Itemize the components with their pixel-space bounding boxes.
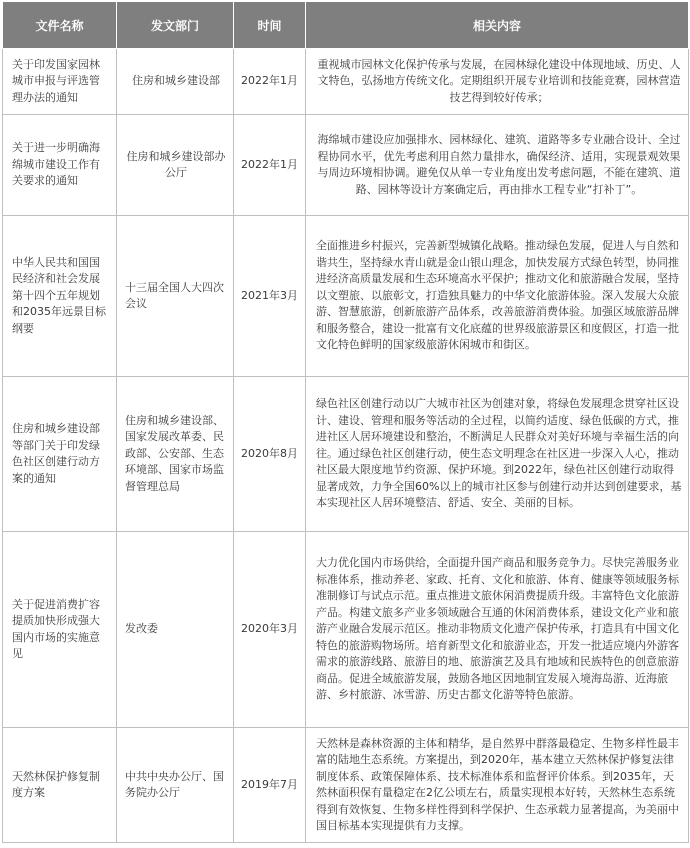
file-name-cell: 关于进一步明确海绵城市建设工作有关要求的通知 (3, 115, 117, 216)
time-cell: 2022年1月 (234, 49, 306, 115)
header-department: 发文部门 (117, 2, 234, 49)
time-cell: 2020年8月 (234, 377, 306, 532)
content-cell: 大力优化国内市场供给，全面提升国产商品和服务竞争力。尽快完善服务业标准体系，推动养老、家政、托育、文化和旅游、体育、健康等领域服务标准制修订与试点示范。重点推进文旅休闲消费提质升级。丰富特色文化旅游产品。构建文旅多产业多领域融合互通的休闲消费体系，建设文化产业和旅游产业融合发展示范区。推动非物质文化遗产保护传承，打造具有中国文化特色的旅游购物场所。培育新型文化和旅游业态，开发一批适应境内外游客需求的旅游线路、旅游目的地、旅游演艺及具有地域和民族特色的创意旅游商品。促进全域旅游发展，鼓励各地区因地制宜发展入境海岛游、近海旅游、乡村旅游、冰雪游、历史古都文化游等特色旅游。 (306, 532, 689, 728)
department-cell: 十三届全国人大四次会议 (117, 216, 234, 377)
content-cell: 海绵城市建设应加强排水、园林绿化、建筑、道路等多专业融合设计、全过程协同水平，优先考虑利用自然力量排水，确保经济、适用，实现景观效果与周边环境相协调。避免仅从单一专业角度出发考虑问题，不能在建筑、道路、园林等设计方案确定后，再由排水工程专业“打补丁”。 (306, 115, 689, 216)
department-cell: 发改委 (117, 532, 234, 728)
header-file-name: 文件名称 (3, 2, 117, 49)
time-cell: 2019年7月 (234, 728, 306, 843)
file-name-cell: 关于促进消费扩容提质加快形成强大国内市场的实施意见 (3, 532, 117, 728)
time-cell: 2020年3月 (234, 532, 306, 728)
department-cell: 住房和城乡建设部办公厅 (117, 115, 234, 216)
file-name-cell: 关于印发国家园林城市申报与评选管理办法的通知 (3, 49, 117, 115)
table-row (3, 532, 689, 728)
file-name-cell: 住房和城乡建设部等部门关于印发绿色社区创建行动方案的通知 (3, 377, 117, 532)
policy-table (2, 1, 689, 843)
header-time: 时间 (234, 2, 306, 49)
time-cell: 2022年1月 (234, 115, 306, 216)
content-cell: 重视城市园林文化保护传承与发展，在园林绿化建设中体现地域、历史、人文特色，弘扬地方传统文化。定期组织开展专业培训和技能竞赛，园林营造技艺得到较好传承； (306, 49, 689, 115)
content-cell: 全面推进乡村振兴，完善新型城镇化战略。推动绿色发展，促进人与自然和谐共生，坚持绿水青山就是金山银山理念，加快发展方式绿色转型，协同推进经济高质量发展和生态环境高水平保护；推动文化和旅游融合发展，坚持以文塑旅、以旅彰文，打造独具魅力的中华文化旅游体验。深入发展大众旅游、智慧旅游，创新旅游产品体系，改善旅游消费体验。加强区域旅游品牌和服务整合，建设一批富有文化底蕴的世界级旅游景区和度假区，打造一批文化特色鲜明的国家级旅游休闲城市和街区。 (306, 216, 689, 377)
content-cell: 天然林是森林资源的主体和精华，是自然界中群落最稳定、生物多样性最丰富的陆地生态系统。方案提出，到2020年，基本建立天然林保护修复法律制度体系、政策保障体系、技术标准体系和监督评价体系。到2035年，天然林面积保有量稳定在2亿公顷左右，质量实现根本好转，天然林生态系统得到有效恢复、生物多样性得到科学保护、生态承载力显著提高，为美丽中国目标基本实现提供有力支撑。 (306, 728, 689, 843)
header-row (3, 2, 689, 49)
content-cell: 绿色社区创建行动以广大城市社区为创建对象，将绿色发展理念贯穿社区设计、建设、管理和服务等活动的全过程，以简约适度、绿色低碳的方式，推进社区人居环境建设和整治，不断满足人民群众对美好环境与幸福生活的向往。通过绿色社区创建行动，使生态文明理念在社区进一步深入人心，推动社区最大限度地节约资源、保护环境。到2022年，绿色社区创建行动取得显著成效，力争全国60%以上的城市社区参与创建行动并达到创建要求，基本实现社区人居环境整洁、舒适、安全、美丽的目标。 (306, 377, 689, 532)
header-content: 相关内容 (306, 2, 689, 49)
department-cell: 住房和城乡建设部 (117, 49, 234, 115)
table-row (3, 728, 689, 843)
file-name-cell: 天然林保护修复制度方案 (3, 728, 117, 843)
table-row (3, 377, 689, 532)
department-cell: 中共中央办公厅、国务院办公厅 (117, 728, 234, 843)
table-row (3, 49, 689, 115)
file-name-cell: 中华人民共和国国民经济和社会发展第十四个五年规划和2035年远景目标纲要 (3, 216, 117, 377)
table-row (3, 216, 689, 377)
department-cell: 住房和城乡建设部、国家发展改革委、民政部、公安部、生态环境部、国家市场监督管理总局 (117, 377, 234, 532)
time-cell: 2021年3月 (234, 216, 306, 377)
table-row (3, 115, 689, 216)
